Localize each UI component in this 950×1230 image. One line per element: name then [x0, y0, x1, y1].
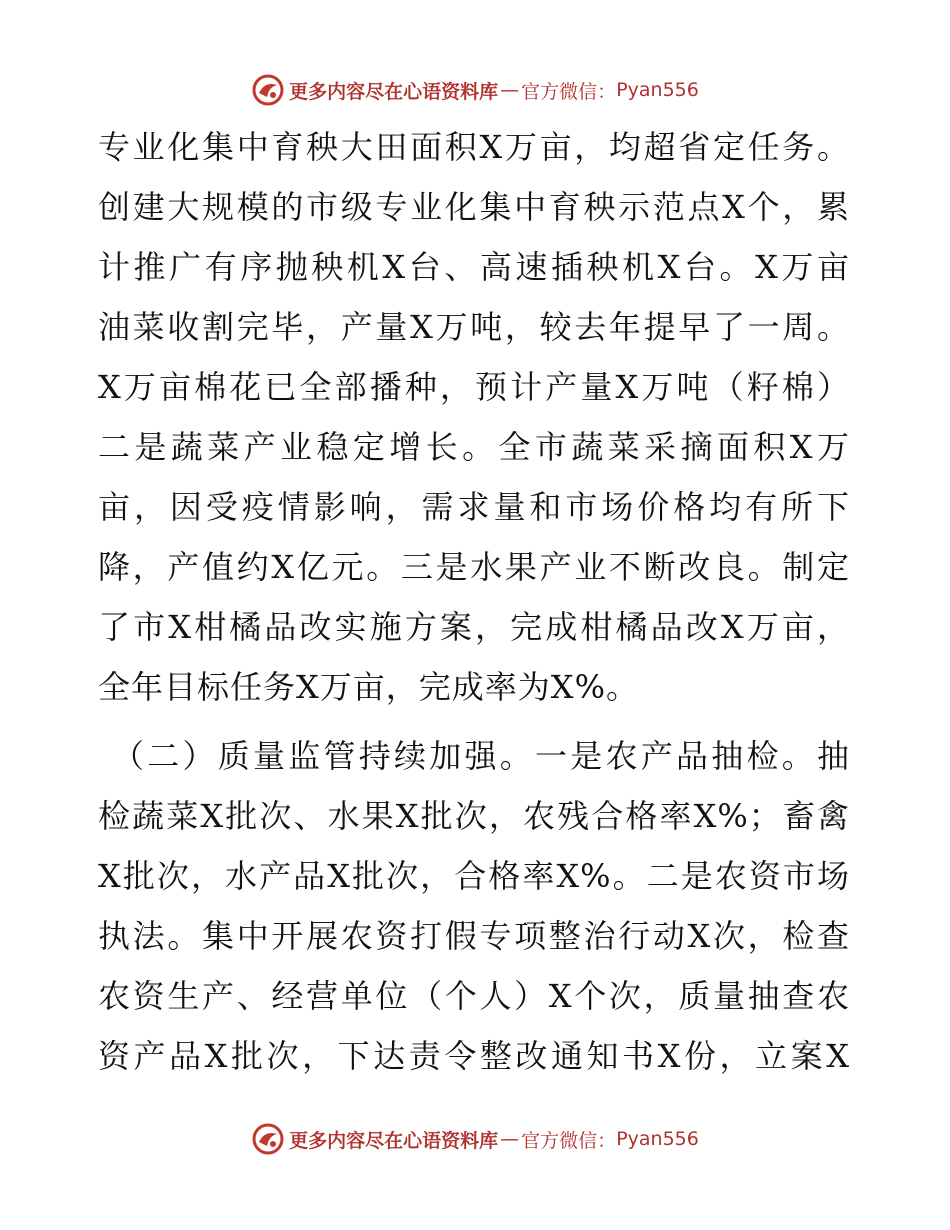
footer-banner [0, 1119, 950, 1159]
banner-lead-text: 更多内容尽在心语资料库 [289, 1129, 499, 1152]
header-banner [0, 70, 950, 110]
red-swirl-logo-icon [251, 1122, 285, 1156]
paragraph-1 [98, 117, 850, 717]
paragraph-2 [98, 726, 850, 1086]
paragraph-line: 二是蔬菜产业稳定增长。全市蔬菜采摘面积X万 [98, 428, 850, 466]
paragraph-line: 亩，因受疫情影响，需求量和市场价格均有所下 [98, 488, 850, 526]
red-swirl-logo-icon [251, 73, 285, 107]
document-body [98, 117, 850, 1086]
paragraph-line: 专业化集中育秧大田面积X万亩，均超省定任务。 [98, 128, 850, 166]
paragraph-line: X批次，水产品X批次，合格率X%。二是农资市场 [98, 857, 850, 895]
paragraph-line: X万亩棉花已全部播种，预计产量X万吨（籽棉） [98, 368, 850, 406]
banner-sub-text: 官方微信： [521, 80, 617, 103]
paragraph-line: 油菜收割完毕，产量X万吨，较去年提早了一周。 [98, 308, 850, 346]
paragraph-line: 降，产值约X亿元。三是水果产业不断改良。制定 [98, 548, 850, 586]
banner-account-id: Pyan556 [616, 79, 699, 101]
banner-sub-text: 官方微信： [521, 1129, 617, 1152]
paragraph-line: （二）质量监管持续加强。一是农产品抽检。抽 [112, 737, 850, 775]
paragraph-line: 了市X柑橘品改实施方案，完成柑橘品改X万亩， [98, 608, 850, 646]
banner-dash: — [500, 1128, 520, 1150]
banner-dash: — [500, 79, 520, 101]
paragraph-line: 检蔬菜X批次、水果X批次，农残合格率X%；畜禽 [98, 797, 850, 835]
banner-account-id: Pyan556 [616, 1128, 699, 1150]
paragraph-line: 计推广有序抛秧机X台、高速插秧机X台。X万亩 [98, 248, 850, 286]
paragraph-line: 创建大规模的市级专业化集中育秧示范点X个，累 [98, 188, 850, 226]
banner-lead-text: 更多内容尽在心语资料库 [289, 80, 499, 103]
paragraph-line: 资产品X批次，下达责令整改通知书X份，立案X [98, 1037, 850, 1075]
paragraph-line: 全年目标任务X万亩，完成率为X%。 [98, 668, 639, 706]
paragraph-line: 农资生产、经营单位（个人）X个次，质量抽查农 [98, 977, 850, 1015]
paragraph-line: 执法。集中开展农资打假专项整治行动X次，检查 [98, 917, 850, 955]
